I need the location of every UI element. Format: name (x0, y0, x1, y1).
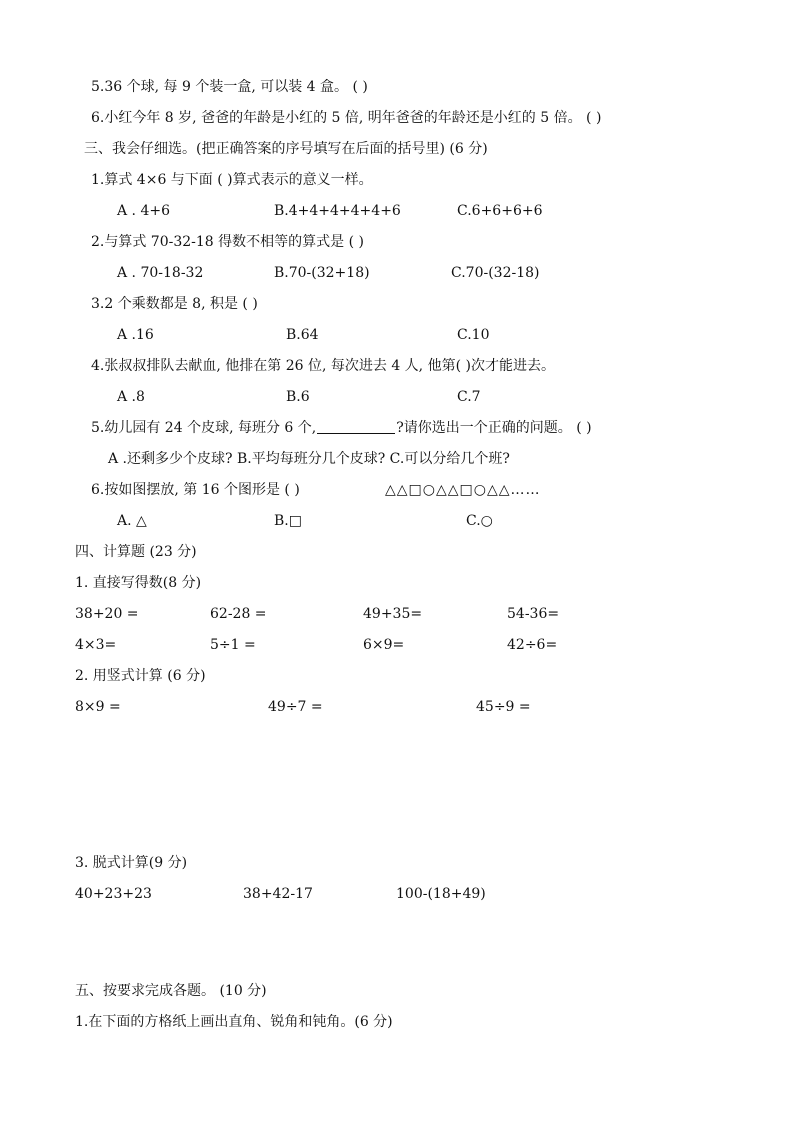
options-row: A .还剩多少个皮球? B.平均每班分几个皮球? C.可以分给几个班? (108, 451, 510, 467)
option-b: B.64 (286, 327, 319, 343)
option-b: B.70-(32+18) (274, 265, 370, 281)
question-stem: 5.幼儿园有 24 个皮球, 每班分 6 个, (91, 420, 317, 436)
oral-calc-item: 54-36= (507, 606, 560, 622)
choice-question-5 (91, 418, 592, 438)
section-3-heading: 三、我会仔细选。(把正确答案的序号填写在后面的括号里) (6 分) (84, 141, 488, 157)
oral-calc-item: 42÷6= (507, 637, 558, 653)
subsection-title: 1. 直接写得数(8 分) (75, 575, 202, 591)
oral-calc-item: 4×3= (75, 637, 117, 653)
vertical-calc-item: 8×9 = (75, 699, 121, 715)
stepwise-calc-item: 40+23+23 (75, 886, 152, 902)
oral-calc-item: 38+20 = (75, 606, 139, 622)
option-a: A. △ (117, 513, 147, 529)
option-b: B.□ (274, 513, 302, 529)
judge-question-6: 6.小红今年 8 岁, 爸爸的年龄是小红的 5 倍, 明年爸爸的年龄还是小红的 5 倍。 ( ) (91, 110, 602, 126)
option-a: A .8 (117, 389, 145, 405)
choice-question-1: 1.算式 4×6 与下面 ( )算式表示的意义一样。 (91, 172, 373, 188)
option-a: A . 70-18-32 (117, 265, 204, 281)
choice-question-2: 2.与算式 70-32-18 得数不相等的算式是 ( ) (91, 234, 364, 250)
oral-calc-item: 62-28 = (210, 606, 267, 622)
option-b: B.6 (286, 389, 310, 405)
drawing-question-1: 1.在下面的方格纸上画出直角、锐角和钝角。(6 分) (75, 1014, 393, 1030)
vertical-calc-item: 49÷7 = (268, 699, 323, 715)
choice-question-4: 4.张叔叔排队去献血, 他排在第 26 位, 每次进去 4 人, 他第( )次才能进去。 (91, 358, 555, 374)
oral-calc-item: 49+35= (363, 606, 423, 622)
subsection-title: 2. 用竖式计算 (6 分) (75, 668, 206, 684)
option-a: A .16 (117, 327, 154, 343)
stepwise-calc-item: 100-(18+49) (396, 886, 486, 902)
oral-calc-item: 5÷1 = (210, 637, 256, 653)
question-stem-tail: ?请你选出一个正确的问题。 ( ) (396, 420, 592, 436)
subsection-title: 3. 脱式计算(9 分) (75, 855, 188, 871)
option-a: A . 4+6 (117, 203, 171, 219)
oral-calc-item: 6×9= (363, 637, 405, 653)
section-5-heading: 五、按要求完成各题。 (10 分) (75, 983, 267, 999)
judge-question-5: 5.36 个球, 每 9 个装一盒, 可以装 4 盒。 ( ) (91, 79, 368, 95)
section-4-heading: 四、计算题 (23 分) (75, 544, 197, 560)
option-c: C.6+6+6+6 (457, 203, 543, 219)
option-c: C.○ (466, 513, 493, 529)
choice-question-3: 3.2 个乘数都是 8, 积是 ( ) (91, 296, 258, 312)
option-c: C.7 (457, 389, 481, 405)
option-b: B.4+4+4+4+4+6 (274, 203, 401, 219)
option-c: C.70-(32-18) (451, 265, 540, 281)
vertical-calc-item: 45÷9 = (476, 699, 531, 715)
shape-pattern: △△□○△△□○△△…… (385, 482, 541, 498)
choice-question-6: 6.按如图摆放, 第 16 个图形是 ( ) (91, 482, 300, 498)
stepwise-calc-item: 38+42-17 (243, 886, 313, 902)
option-c: C.10 (457, 327, 490, 343)
answer-blank (317, 419, 395, 434)
